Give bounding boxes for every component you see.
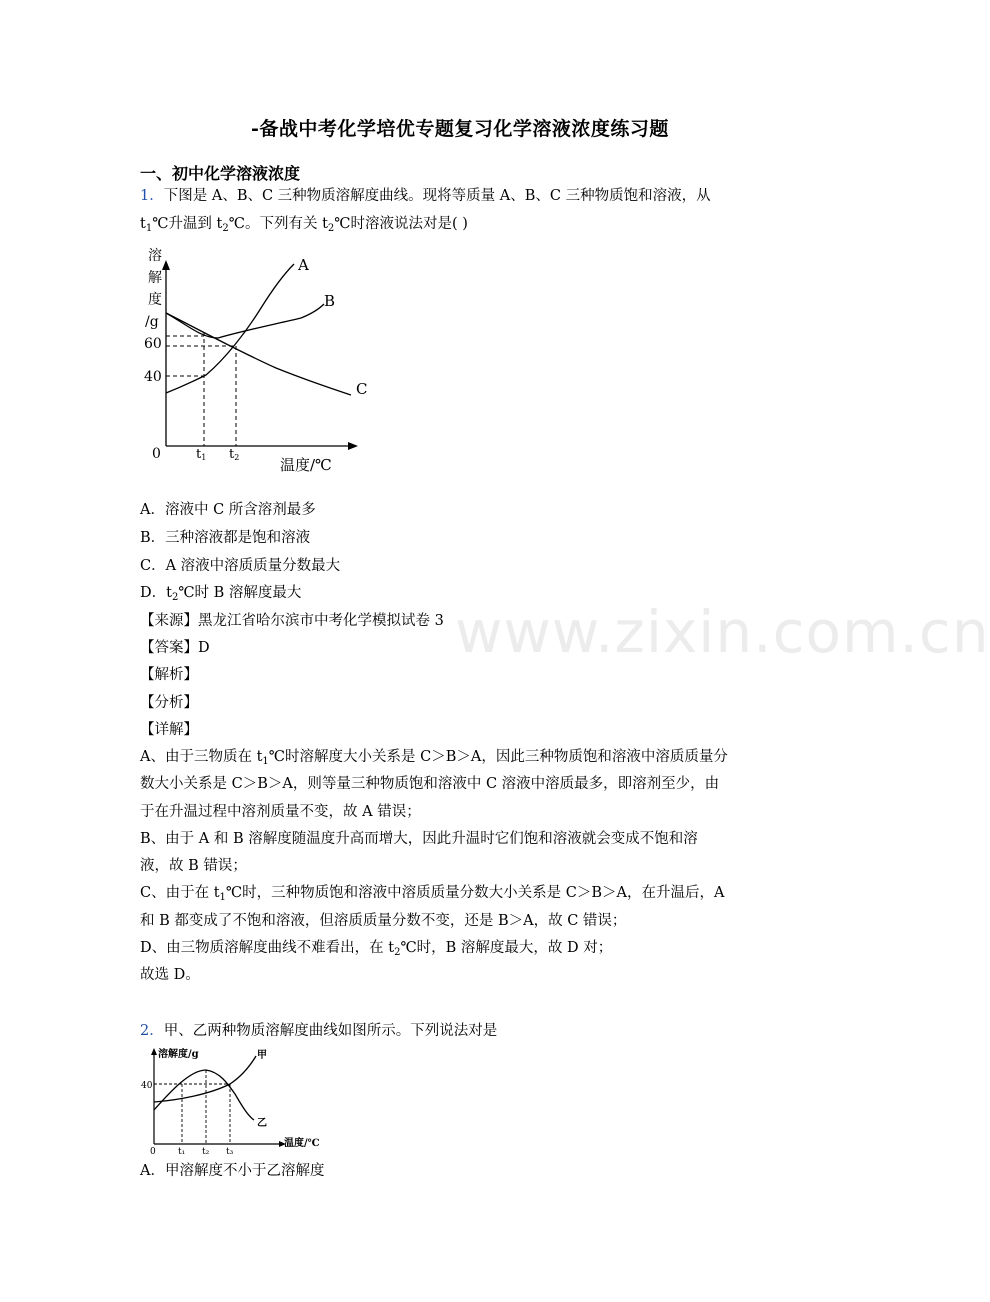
q1-xlabel: 温度/℃ <box>280 456 332 474</box>
q2-tick-t2: t₂ <box>202 1147 210 1157</box>
q1-explain-a-pre: A、由于三物质在 t <box>140 749 263 765</box>
q1-explain-c-2: 和 B 都变成了不饱和溶液，但溶质质量分数不变，还是 B＞A，故 C 错误； <box>140 913 627 929</box>
q1-explain-c-1 <box>140 883 724 908</box>
q2-stem-text: 甲、乙两种物质溶解度曲线如图所示。下列说法对是 <box>163 1023 498 1039</box>
q2-ylabel: 溶解度/g <box>158 1049 199 1060</box>
q2-number: 2． <box>140 1023 164 1039</box>
q1-explain-d <box>140 938 612 963</box>
q1-explain-c-pre: C、由于在 t <box>140 885 220 901</box>
q1-y-arrow <box>162 260 170 270</box>
q1-option-d-pre: D．t <box>140 585 172 601</box>
q1-option-d <box>140 583 301 608</box>
q1-curve-a <box>166 264 294 393</box>
q2-origin: 0 <box>150 1147 156 1157</box>
q2-curve-jia <box>154 1056 256 1102</box>
q1-fenxi-label: 【分析】 <box>140 695 198 711</box>
q1-stem-line-2 <box>140 214 468 239</box>
q1-label-b: B <box>324 292 336 310</box>
q1-ylabel-2: 解 <box>148 270 162 286</box>
q2-y-arrow <box>151 1048 157 1055</box>
q1-explain-a-2: 数大小关系是 C＞B＞A，则等量三种物质饱和溶液中 C 溶液中溶质最多，即溶剂至少，由 <box>140 776 720 792</box>
q1-stem-sub2: 2 <box>222 223 229 234</box>
q1-explain-a-sub: 1 <box>262 756 269 767</box>
q1-explain-b-1: B、由于 A 和 B 溶解度随温度升高而增大，因此升温时它们饱和溶液就会变成不饱和溶 <box>140 831 698 847</box>
q1-explain-c-sub: 1 <box>219 892 226 903</box>
q1-tick-t1: t1 <box>196 447 207 462</box>
q1-detail-label: 【详解】 <box>140 722 198 738</box>
q2-solubility-figure <box>140 1044 330 1157</box>
q2-label-jia: 甲 <box>257 1050 267 1061</box>
q1-label-c: C <box>356 380 368 398</box>
q2-tick-40: 40 <box>141 1081 153 1091</box>
q1-ylabel-3: 度 <box>148 292 162 308</box>
q1-conclusion: 故选 D。 <box>140 967 200 983</box>
q2-tick-t3: t₃ <box>226 1147 234 1157</box>
q1-answer: 【答案】D <box>140 640 210 656</box>
q1-stem-line-1 <box>140 186 711 206</box>
page-title: -备战中考化学培优专题复习化学溶液浓度练习题 <box>251 118 669 140</box>
q1-stem-t: t <box>140 216 146 232</box>
q1-stem-sub1: 1 <box>145 223 153 234</box>
q2-xlabel: 温度/℃ <box>284 1138 320 1149</box>
q1-explain-b-2: 液，故 B 错误； <box>140 858 247 874</box>
q2-stem <box>140 1021 497 1041</box>
q1-origin: 0 <box>152 446 161 462</box>
q1-option-a: A．溶液中 C 所含溶剂最多 <box>140 502 316 518</box>
q1-ylabel-4: /g <box>145 314 159 330</box>
watermark: www.zixin.com.cn <box>455 598 990 666</box>
q1-stem-mid1: ℃升温到 t <box>152 216 223 232</box>
q1-explain-a-3: 于在升温过程中溶剂质量不变，故 A 错误； <box>140 804 421 820</box>
q1-stem-text-1: 下图是 A、B、C 三种物质溶解度曲线。现将等质量 A、B、C 三种物质饱和溶液，从 <box>163 188 711 204</box>
q1-tick-t2: t2 <box>229 447 240 462</box>
q1-tick-60: 60 <box>144 336 162 352</box>
q1-tick-40: 40 <box>144 369 162 385</box>
section-heading: 一、初中化学溶液浓度 <box>140 164 301 183</box>
q1-x-arrow <box>348 442 358 450</box>
q1-explain-a-post: ℃时溶解度大小关系是 C＞B＞A，因此三种物质饱和溶液中溶质质量分 <box>268 749 728 765</box>
q1-curve-b <box>166 304 324 338</box>
q1-ylabel-1: 溶 <box>148 248 162 264</box>
q1-stem-sub3: 2 <box>327 223 335 234</box>
q1-number: 1． <box>140 188 164 204</box>
q1-explain-c-post: ℃时，三种物质饱和溶液中溶质质量分数大小关系是 C＞B＞A，在升温后，A <box>225 885 725 901</box>
q2-label-yi: 乙 <box>257 1118 267 1129</box>
q1-option-b: B．三种溶液都是饱和溶液 <box>140 530 311 546</box>
q1-explain-d-sub: 2 <box>394 947 401 958</box>
q1-stem-end: ℃时溶液说法对是( ) <box>334 216 468 232</box>
q2-option-a: A．甲溶解度不小于乙溶解度 <box>140 1163 325 1179</box>
q1-option-d-post: ℃时 B 溶解度最大 <box>178 585 302 601</box>
q1-option-d-sub: 2 <box>171 592 179 603</box>
q1-label-a: A <box>298 256 309 274</box>
q1-solubility-figure <box>136 240 376 476</box>
q2-tick-t1: t₁ <box>178 1147 186 1157</box>
q1-curve-c <box>166 313 351 395</box>
q1-source: 【来源】黑龙江省哈尔滨市中考化学模拟试卷 3 <box>140 613 444 629</box>
q1-option-c: C．A 溶液中溶质质量分数最大 <box>140 558 341 574</box>
q1-explain-d-post: ℃时，B 溶解度最大，故 D 对； <box>400 940 613 956</box>
q1-explain-a-1 <box>140 747 728 772</box>
q1-explain-d-pre: D、由三物质溶解度曲线不难看出，在 t <box>140 940 395 956</box>
q1-stem-mid2: ℃。下列有关 t <box>228 216 328 232</box>
q1-analysis-label: 【解析】 <box>140 667 198 683</box>
